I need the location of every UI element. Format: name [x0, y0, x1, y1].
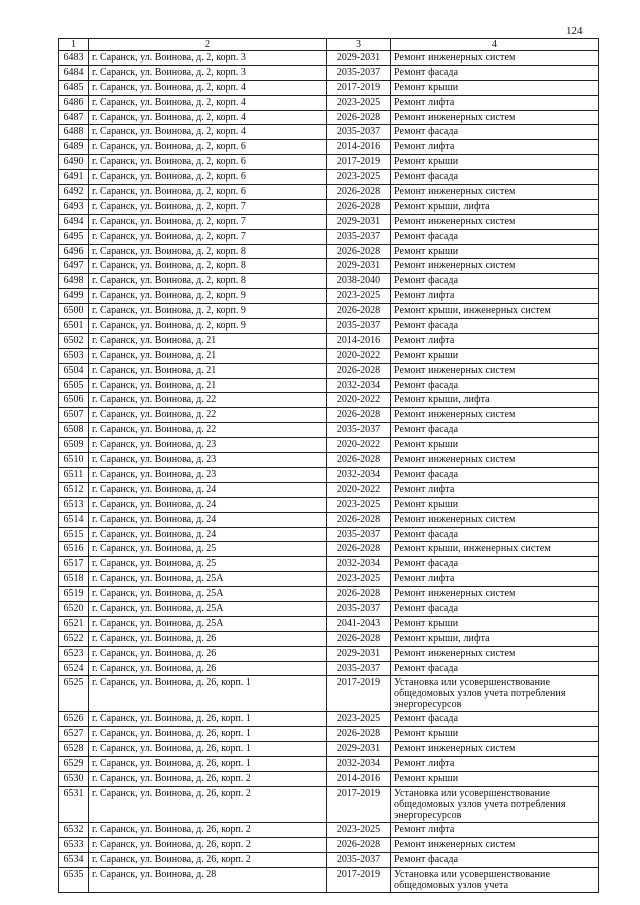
- work-type-cell: Ремонт инженерных систем: [391, 587, 599, 602]
- period-cell: 2026-2028: [327, 363, 391, 378]
- period-cell: 2020-2022: [327, 393, 391, 408]
- work-type-cell: Ремонт лифта: [391, 289, 599, 304]
- row-number: 6518: [59, 572, 89, 587]
- period-cell: 2017-2019: [327, 80, 391, 95]
- address-cell: г. Саранск, ул. Воинова, д. 2, корп. 4: [89, 110, 327, 125]
- address-cell: г. Саранск, ул. Воинова, д. 21: [89, 363, 327, 378]
- address-cell: г. Саранск, ул. Воинова, д. 26: [89, 661, 327, 676]
- table-row: [59, 771, 599, 786]
- table-row: [59, 467, 599, 482]
- period-cell: 2026-2028: [327, 837, 391, 852]
- address-cell: г. Саранск, ул. Воинова, д. 21: [89, 348, 327, 363]
- address-cell: г. Саранск, ул. Воинова, д. 25А: [89, 601, 327, 616]
- address-cell: г. Саранск, ул. Воинова, д. 2, корп. 6: [89, 155, 327, 170]
- work-type-cell: Ремонт крыши, лифта: [391, 631, 599, 646]
- table-row: [59, 757, 599, 772]
- work-type-cell: Ремонт крыши, инженерных систем: [391, 542, 599, 557]
- period-cell: 2035-2037: [327, 423, 391, 438]
- row-number: 6511: [59, 467, 89, 482]
- period-cell: 2026-2028: [327, 631, 391, 646]
- work-type-cell: Ремонт лифта: [391, 572, 599, 587]
- row-number: 6512: [59, 482, 89, 497]
- row-number: 6531: [59, 786, 89, 822]
- work-type-cell: Ремонт фасада: [391, 852, 599, 867]
- period-cell: 2035-2037: [327, 852, 391, 867]
- address-cell: г. Саранск, ул. Воинова, д. 23: [89, 438, 327, 453]
- table-row: [59, 363, 599, 378]
- row-number: 6486: [59, 95, 89, 110]
- table-row: [59, 274, 599, 289]
- header-row: [59, 39, 599, 51]
- period-cell: 2023-2025: [327, 712, 391, 727]
- work-type-cell: Ремонт лифта: [391, 95, 599, 110]
- row-number: 6532: [59, 822, 89, 837]
- work-type-cell: Ремонт инженерных систем: [391, 512, 599, 527]
- period-cell: 2017-2019: [327, 786, 391, 822]
- address-cell: г. Саранск, ул. Воинова, д. 26, корп. 1: [89, 727, 327, 742]
- row-number: 6505: [59, 378, 89, 393]
- period-cell: 2035-2037: [327, 319, 391, 334]
- work-type-cell: Ремонт инженерных систем: [391, 185, 599, 200]
- address-cell: г. Саранск, ул. Воинова, д. 26, корп. 2: [89, 852, 327, 867]
- work-type-cell: Ремонт лифта: [391, 140, 599, 155]
- address-cell: г. Саранск, ул. Воинова, д. 2, корп. 8: [89, 244, 327, 259]
- row-number: 6485: [59, 80, 89, 95]
- table-row: [59, 557, 599, 572]
- work-type-cell: Ремонт инженерных систем: [391, 214, 599, 229]
- work-type-cell: Ремонт фасада: [391, 712, 599, 727]
- table-row: [59, 244, 599, 259]
- address-cell: г. Саранск, ул. Воинова, д. 26, корп. 1: [89, 712, 327, 727]
- table-row: [59, 110, 599, 125]
- address-cell: г. Саранск, ул. Воинова, д. 26, корп. 2: [89, 822, 327, 837]
- work-type-cell: Ремонт крыши: [391, 727, 599, 742]
- table-row: [59, 453, 599, 468]
- period-cell: 2029-2031: [327, 259, 391, 274]
- table-row: [59, 80, 599, 95]
- period-cell: 2026-2028: [327, 542, 391, 557]
- period-cell: 2026-2028: [327, 587, 391, 602]
- table-row: [59, 631, 599, 646]
- row-number: 6526: [59, 712, 89, 727]
- period-cell: 2035-2037: [327, 661, 391, 676]
- period-cell: 2014-2016: [327, 771, 391, 786]
- row-number: 6516: [59, 542, 89, 557]
- address-cell: г. Саранск, ул. Воинова, д. 2, корп. 7: [89, 214, 327, 229]
- address-cell: г. Саранск, ул. Воинова, д. 2, корп. 9: [89, 289, 327, 304]
- row-number: 6501: [59, 319, 89, 334]
- address-cell: г. Саранск, ул. Воинова, д. 26, корп. 1: [89, 757, 327, 772]
- address-cell: г. Саранск, ул. Воинова, д. 2, корп. 4: [89, 125, 327, 140]
- address-cell: г. Саранск, ул. Воинова, д. 2, корп. 9: [89, 304, 327, 319]
- period-cell: 2014-2016: [327, 333, 391, 348]
- table-body: [59, 51, 599, 893]
- row-number: 6492: [59, 185, 89, 200]
- table-row: [59, 587, 599, 602]
- period-cell: 2026-2028: [327, 199, 391, 214]
- address-cell: г. Саранск, ул. Воинова, д. 26: [89, 646, 327, 661]
- row-number: 6489: [59, 140, 89, 155]
- work-type-cell: Ремонт лифта: [391, 822, 599, 837]
- work-type-cell: Ремонт фасада: [391, 65, 599, 80]
- row-number: 6535: [59, 867, 89, 892]
- work-type-cell: Ремонт крыши, лифта: [391, 199, 599, 214]
- table-row: [59, 423, 599, 438]
- period-cell: 2029-2031: [327, 214, 391, 229]
- address-cell: г. Саранск, ул. Воинова, д. 26, корп. 1: [89, 676, 327, 712]
- address-cell: г. Саранск, ул. Воинова, д. 21: [89, 333, 327, 348]
- table-row: [59, 786, 599, 822]
- row-number: 6517: [59, 557, 89, 572]
- table-row: [59, 229, 599, 244]
- row-number: 6500: [59, 304, 89, 319]
- work-type-cell: Ремонт крыши: [391, 244, 599, 259]
- row-number: 6495: [59, 229, 89, 244]
- row-number: 6493: [59, 199, 89, 214]
- row-number: 6507: [59, 408, 89, 423]
- row-number: 6491: [59, 170, 89, 185]
- period-cell: 2014-2016: [327, 140, 391, 155]
- period-cell: 2026-2028: [327, 408, 391, 423]
- row-number: 6488: [59, 125, 89, 140]
- table-row: [59, 867, 599, 892]
- table-row: [59, 512, 599, 527]
- address-cell: г. Саранск, ул. Воинова, д. 26: [89, 631, 327, 646]
- table-row: [59, 185, 599, 200]
- address-cell: г. Саранск, ул. Воинова, д. 26, корп. 2: [89, 837, 327, 852]
- address-cell: г. Саранск, ул. Воинова, д. 2, корп. 3: [89, 65, 327, 80]
- period-cell: 2026-2028: [327, 727, 391, 742]
- row-number: 6503: [59, 348, 89, 363]
- period-cell: 2038-2040: [327, 274, 391, 289]
- period-cell: 2035-2037: [327, 601, 391, 616]
- work-type-cell: Ремонт фасада: [391, 527, 599, 542]
- table-row: [59, 304, 599, 319]
- address-cell: г. Саранск, ул. Воинова, д. 2, корп. 8: [89, 274, 327, 289]
- capital-repair-table: [58, 38, 599, 893]
- period-cell: 2035-2037: [327, 229, 391, 244]
- row-number: 6528: [59, 742, 89, 757]
- table-row: [59, 822, 599, 837]
- address-cell: г. Саранск, ул. Воинова, д. 24: [89, 482, 327, 497]
- work-type-cell: Ремонт лифта: [391, 757, 599, 772]
- row-number: 6522: [59, 631, 89, 646]
- row-number: 6519: [59, 587, 89, 602]
- work-type-cell: Ремонт фасада: [391, 229, 599, 244]
- row-number: 6513: [59, 497, 89, 512]
- address-cell: г. Саранск, ул. Воинова, д. 25А: [89, 572, 327, 587]
- work-type-cell: Ремонт крыши: [391, 438, 599, 453]
- period-cell: 2026-2028: [327, 244, 391, 259]
- address-cell: г. Саранск, ул. Воинова, д. 24: [89, 527, 327, 542]
- work-type-cell: Ремонт крыши: [391, 497, 599, 512]
- work-type-cell: Ремонт инженерных систем: [391, 110, 599, 125]
- row-number: 6525: [59, 676, 89, 712]
- work-type-cell: Ремонт инженерных систем: [391, 742, 599, 757]
- work-type-cell: Ремонт крыши, лифта: [391, 393, 599, 408]
- period-cell: 2023-2025: [327, 572, 391, 587]
- period-cell: 2020-2022: [327, 482, 391, 497]
- row-number: 6506: [59, 393, 89, 408]
- work-type-cell: Ремонт крыши: [391, 80, 599, 95]
- row-number: 6533: [59, 837, 89, 852]
- address-cell: г. Саранск, ул. Воинова, д. 2, корп. 8: [89, 259, 327, 274]
- address-cell: г. Саранск, ул. Воинова, д. 26, корп. 2: [89, 771, 327, 786]
- row-number: 6510: [59, 453, 89, 468]
- row-number: 6534: [59, 852, 89, 867]
- address-cell: г. Саранск, ул. Воинова, д. 25А: [89, 616, 327, 631]
- period-cell: 2023-2025: [327, 170, 391, 185]
- table-row: [59, 527, 599, 542]
- row-number: 6530: [59, 771, 89, 786]
- table-row: [59, 319, 599, 334]
- work-type-cell: Ремонт фасада: [391, 319, 599, 334]
- address-cell: г. Саранск, ул. Воинова, д. 22: [89, 408, 327, 423]
- period-cell: 2035-2037: [327, 527, 391, 542]
- header-col-4: 4: [391, 39, 599, 51]
- address-cell: г. Саранск, ул. Воинова, д. 2, корп. 6: [89, 185, 327, 200]
- address-cell: г. Саранск, ул. Воинова, д. 25: [89, 557, 327, 572]
- table-row: [59, 616, 599, 631]
- period-cell: 2023-2025: [327, 497, 391, 512]
- row-number: 6504: [59, 363, 89, 378]
- period-cell: 2017-2019: [327, 676, 391, 712]
- work-type-cell: Ремонт инженерных систем: [391, 363, 599, 378]
- table-row: [59, 852, 599, 867]
- header-col-3: 3: [327, 39, 391, 51]
- row-number: 6499: [59, 289, 89, 304]
- row-number: 6508: [59, 423, 89, 438]
- address-cell: г. Саранск, ул. Воинова, д. 26, корп. 1: [89, 742, 327, 757]
- period-cell: 2023-2025: [327, 289, 391, 304]
- period-cell: 2023-2025: [327, 95, 391, 110]
- work-type-cell: Ремонт крыши: [391, 348, 599, 363]
- address-cell: г. Саранск, ул. Воинова, д. 26, корп. 2: [89, 786, 327, 822]
- period-cell: 2041-2043: [327, 616, 391, 631]
- table-row: [59, 742, 599, 757]
- table-row: [59, 125, 599, 140]
- row-number: 6521: [59, 616, 89, 631]
- row-number: 6498: [59, 274, 89, 289]
- work-type-cell: Ремонт инженерных систем: [391, 408, 599, 423]
- period-cell: 2026-2028: [327, 453, 391, 468]
- address-cell: г. Саранск, ул. Воинова, д. 2, корп. 9: [89, 319, 327, 334]
- page-number: 124: [566, 25, 583, 37]
- period-cell: 2035-2037: [327, 125, 391, 140]
- work-type-cell: Ремонт инженерных систем: [391, 259, 599, 274]
- address-cell: г. Саранск, ул. Воинова, д. 2, корп. 7: [89, 199, 327, 214]
- address-cell: г. Саранск, ул. Воинова, д. 2, корп. 4: [89, 95, 327, 110]
- address-cell: г. Саранск, ул. Воинова, д. 28: [89, 867, 327, 892]
- address-cell: г. Саранск, ул. Воинова, д. 2, корп. 7: [89, 229, 327, 244]
- address-cell: г. Саранск, ул. Воинова, д. 22: [89, 423, 327, 438]
- address-cell: г. Саранск, ул. Воинова, д. 24: [89, 497, 327, 512]
- table-row: [59, 661, 599, 676]
- table-row: [59, 393, 599, 408]
- address-cell: г. Саранск, ул. Воинова, д. 2, корп. 4: [89, 80, 327, 95]
- period-cell: 2020-2022: [327, 348, 391, 363]
- period-cell: 2026-2028: [327, 185, 391, 200]
- table-row: [59, 837, 599, 852]
- work-type-cell: Ремонт фасада: [391, 274, 599, 289]
- work-type-cell: Ремонт фасада: [391, 423, 599, 438]
- work-type-cell: Ремонт фасада: [391, 601, 599, 616]
- address-cell: г. Саранск, ул. Воинова, д. 24: [89, 512, 327, 527]
- work-type-cell: Ремонт лифта: [391, 333, 599, 348]
- table-row: [59, 51, 599, 66]
- period-cell: 2023-2025: [327, 822, 391, 837]
- work-type-cell: Ремонт фасада: [391, 378, 599, 393]
- row-number: 6515: [59, 527, 89, 542]
- row-number: 6509: [59, 438, 89, 453]
- address-cell: г. Саранск, ул. Воинова, д. 25А: [89, 587, 327, 602]
- row-number: 6496: [59, 244, 89, 259]
- table-row: [59, 259, 599, 274]
- work-type-cell: Ремонт крыши: [391, 771, 599, 786]
- table-row: [59, 676, 599, 712]
- work-type-cell: Ремонт фасада: [391, 170, 599, 185]
- period-cell: 2032-2034: [327, 467, 391, 482]
- period-cell: 2029-2031: [327, 742, 391, 757]
- row-number: 6527: [59, 727, 89, 742]
- table-row: [59, 378, 599, 393]
- table-row: [59, 170, 599, 185]
- period-cell: 2026-2028: [327, 512, 391, 527]
- row-number: 6494: [59, 214, 89, 229]
- work-type-cell: Ремонт инженерных систем: [391, 646, 599, 661]
- row-number: 6497: [59, 259, 89, 274]
- period-cell: 2017-2019: [327, 155, 391, 170]
- address-cell: г. Саранск, ул. Воинова, д. 21: [89, 378, 327, 393]
- address-cell: г. Саранск, ул. Воинова, д. 22: [89, 393, 327, 408]
- address-cell: г. Саранск, ул. Воинова, д. 2, корп. 6: [89, 140, 327, 155]
- address-cell: г. Саранск, ул. Воинова, д. 2, корп. 6: [89, 170, 327, 185]
- work-type-cell: Ремонт крыши, инженерных систем: [391, 304, 599, 319]
- row-number: 6520: [59, 601, 89, 616]
- table-row: [59, 482, 599, 497]
- table-row: [59, 572, 599, 587]
- table-row: [59, 542, 599, 557]
- table-row: [59, 199, 599, 214]
- work-type-cell: Ремонт фасада: [391, 661, 599, 676]
- row-number: 6529: [59, 757, 89, 772]
- period-cell: 2032-2034: [327, 378, 391, 393]
- period-cell: 2032-2034: [327, 757, 391, 772]
- header-col-1: 1: [59, 39, 89, 51]
- period-cell: 2029-2031: [327, 646, 391, 661]
- row-number: 6524: [59, 661, 89, 676]
- period-cell: 2017-2019: [327, 867, 391, 892]
- period-cell: 2032-2034: [327, 557, 391, 572]
- table-row: [59, 727, 599, 742]
- table-row: [59, 646, 599, 661]
- table-row: [59, 289, 599, 304]
- work-type-cell: Ремонт инженерных систем: [391, 453, 599, 468]
- address-cell: г. Саранск, ул. Воинова, д. 2, корп. 3: [89, 51, 327, 66]
- work-type-cell: Ремонт лифта: [391, 482, 599, 497]
- row-number: 6487: [59, 110, 89, 125]
- table-row: [59, 497, 599, 512]
- table-row: [59, 140, 599, 155]
- row-number: 6502: [59, 333, 89, 348]
- row-number: 6523: [59, 646, 89, 661]
- work-type-cell: Установка или усовершенствование общедомовых узлов учета потребления энергоресурсов: [391, 676, 599, 712]
- table-row: [59, 712, 599, 727]
- row-number: 6514: [59, 512, 89, 527]
- header-col-2: 2: [89, 39, 327, 51]
- row-number: 6483: [59, 51, 89, 66]
- table-row: [59, 155, 599, 170]
- work-type-cell: Ремонт крыши: [391, 155, 599, 170]
- period-cell: 2029-2031: [327, 51, 391, 66]
- table-row: [59, 333, 599, 348]
- table-row: [59, 348, 599, 363]
- work-type-cell: Установка или усовершенствование общедомовых узлов учета: [391, 867, 599, 892]
- work-type-cell: Ремонт инженерных систем: [391, 837, 599, 852]
- address-cell: г. Саранск, ул. Воинова, д. 23: [89, 467, 327, 482]
- period-cell: 2026-2028: [327, 110, 391, 125]
- table-row: [59, 601, 599, 616]
- work-type-cell: Ремонт инженерных систем: [391, 51, 599, 66]
- address-cell: г. Саранск, ул. Воинова, д. 23: [89, 453, 327, 468]
- work-type-cell: Ремонт крыши: [391, 616, 599, 631]
- table-row: [59, 95, 599, 110]
- table-row: [59, 438, 599, 453]
- work-type-cell: Ремонт фасада: [391, 467, 599, 482]
- period-cell: 2026-2028: [327, 304, 391, 319]
- work-type-cell: Установка или усовершенствование общедомовых узлов учета потребления энергоресурсов: [391, 786, 599, 822]
- row-number: 6484: [59, 65, 89, 80]
- period-cell: 2035-2037: [327, 65, 391, 80]
- table-row: [59, 65, 599, 80]
- row-number: 6490: [59, 155, 89, 170]
- period-cell: 2020-2022: [327, 438, 391, 453]
- work-type-cell: Ремонт фасада: [391, 125, 599, 140]
- address-cell: г. Саранск, ул. Воинова, д. 25: [89, 542, 327, 557]
- table-row: [59, 408, 599, 423]
- work-type-cell: Ремонт фасада: [391, 557, 599, 572]
- table-row: [59, 214, 599, 229]
